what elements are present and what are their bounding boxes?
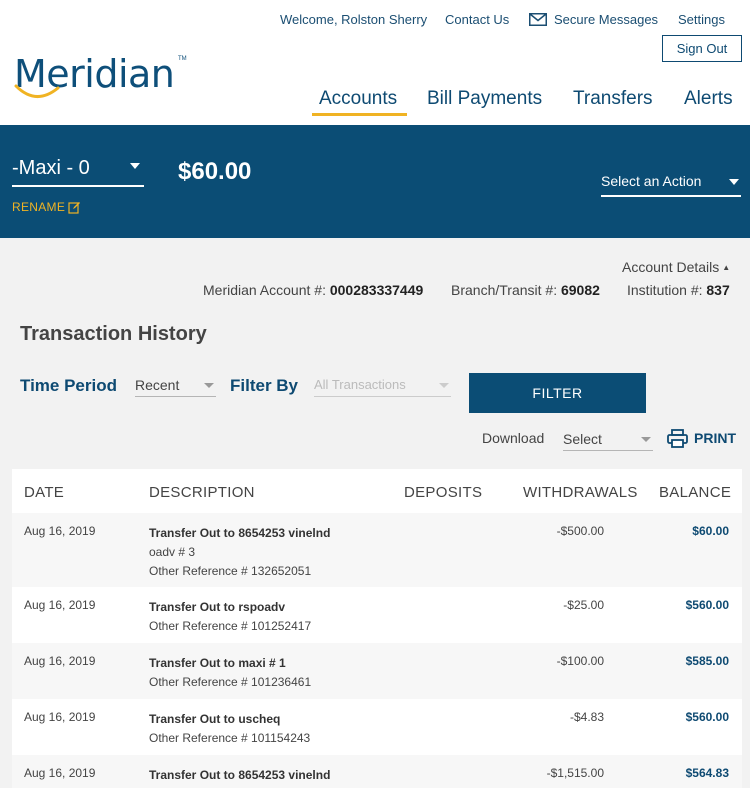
account-select[interactable]	[12, 155, 144, 187]
row-date: Aug 16, 2019	[24, 710, 96, 724]
row-date: Aug 16, 2019	[24, 598, 96, 612]
filter-button[interactable]: FILTER	[469, 373, 646, 413]
row-balance: $560.00	[685, 710, 729, 724]
row-title: Transfer Out to rspoadv	[149, 600, 286, 614]
institution-number: Institution #: 837	[627, 282, 730, 298]
table-row[interactable]	[12, 513, 742, 587]
logo-trademark: TM	[178, 56, 187, 62]
row-date: Aug 16, 2019	[24, 654, 96, 668]
chevron-down-icon	[204, 383, 214, 388]
download-label: Download	[482, 430, 545, 446]
col-withdrawals[interactable]: WITHDRAWALS	[523, 484, 638, 501]
row-title: Transfer Out to 8654253 vinelnd	[149, 768, 331, 782]
account-balance: $60.00	[178, 158, 252, 185]
row-reference: Other Reference # 101236461	[149, 675, 312, 689]
sign-out-button[interactable]: Sign Out	[662, 35, 742, 62]
row-title: Transfer Out to maxi # 1	[149, 656, 286, 670]
col-deposits[interactable]: DEPOSITS	[404, 484, 483, 501]
logo-wordmark: Meridian	[14, 52, 175, 96]
col-balance[interactable]: BALANCE	[659, 484, 732, 501]
row-withdrawal: -$4.83	[569, 710, 604, 724]
row-withdrawal: -$500.00	[556, 524, 604, 538]
download-select[interactable]	[563, 429, 653, 451]
account-details-toggle[interactable]	[622, 259, 730, 275]
mail-icon[interactable]	[529, 13, 547, 26]
row-detail: oadv # 3	[149, 545, 196, 559]
print-label: PRINT	[694, 430, 736, 446]
contact-us-link[interactable]: Contact Us	[445, 12, 510, 27]
row-balance: $564.83	[685, 766, 729, 780]
row-reference: Other Reference # 132652051	[149, 564, 312, 578]
account-band	[0, 125, 750, 238]
row-description	[149, 710, 310, 748]
chevron-down-icon	[641, 437, 651, 442]
row-description	[149, 654, 311, 692]
account-number: Meridian Account #: 000283337449	[203, 282, 424, 298]
rename-link[interactable]	[12, 200, 81, 214]
row-description	[149, 524, 330, 581]
row-withdrawal: -$1,515.00	[546, 766, 604, 780]
nav-alerts[interactable]: Alerts	[684, 88, 733, 109]
branch-transit: Branch/Transit #: 69082	[451, 282, 600, 298]
row-description	[149, 766, 330, 785]
time-period-value: Recent	[135, 377, 180, 393]
account-select-value: -Maxi - 0	[12, 157, 90, 179]
edit-icon	[68, 201, 81, 214]
account-meta	[0, 282, 750, 300]
row-balance: $585.00	[685, 654, 729, 668]
row-withdrawal: -$100.00	[556, 654, 604, 668]
row-date: Aug 16, 2019	[24, 766, 96, 780]
action-select[interactable]	[601, 173, 741, 197]
time-period-label: Time Period	[20, 376, 117, 395]
action-select-value: Select an Action	[601, 173, 702, 189]
row-date: Aug 16, 2019	[24, 524, 96, 538]
utility-nav	[0, 12, 750, 28]
site-header	[0, 0, 750, 125]
print-button[interactable]	[667, 427, 736, 449]
col-date[interactable]: DATE	[24, 484, 65, 501]
table-row[interactable]	[12, 755, 742, 788]
account-details-label: Account Details	[622, 259, 720, 275]
chevron-down-icon	[130, 163, 140, 169]
transaction-history-title: Transaction History	[20, 323, 207, 345]
row-balance: $60.00	[692, 524, 729, 538]
nav-accounts[interactable]: Accounts	[319, 88, 398, 109]
active-nav-underline	[312, 113, 407, 116]
download-value: Select	[563, 431, 602, 447]
nav-transfers[interactable]: Transfers	[573, 88, 653, 109]
welcome-text: Welcome, Rolston Sherry	[280, 12, 428, 27]
rename-label: RENAME	[12, 200, 66, 214]
table-row[interactable]	[12, 699, 742, 755]
chevron-down-icon	[439, 383, 449, 388]
filter-by-label: Filter By	[230, 376, 299, 395]
row-description	[149, 598, 311, 636]
chevron-down-icon	[729, 179, 739, 185]
caret-up-icon: ▲	[722, 263, 731, 272]
main-nav	[0, 88, 750, 120]
filter-by-value: All Transactions	[314, 377, 406, 392]
printer-icon	[667, 429, 688, 448]
nav-bill-payments[interactable]: Bill Payments	[427, 88, 543, 109]
secure-messages-link[interactable]: Secure Messages	[554, 12, 659, 27]
table-row[interactable]	[12, 643, 742, 699]
row-reference: Other Reference # 101154243	[149, 731, 311, 745]
row-reference: Other Reference # 101252417	[149, 619, 312, 633]
settings-link[interactable]: Settings	[678, 12, 725, 27]
time-period-select[interactable]	[135, 375, 216, 397]
row-withdrawal: -$25.00	[563, 598, 604, 612]
filter-by-select[interactable]	[314, 375, 451, 397]
table-header	[12, 469, 742, 513]
row-title: Transfer Out to 8654253 vinelnd	[149, 526, 331, 540]
col-description[interactable]: DESCRIPTION	[149, 484, 255, 501]
transaction-table	[12, 469, 742, 788]
row-title: Transfer Out to uscheq	[149, 712, 281, 726]
row-balance: $560.00	[685, 598, 729, 612]
table-row[interactable]	[12, 587, 742, 643]
